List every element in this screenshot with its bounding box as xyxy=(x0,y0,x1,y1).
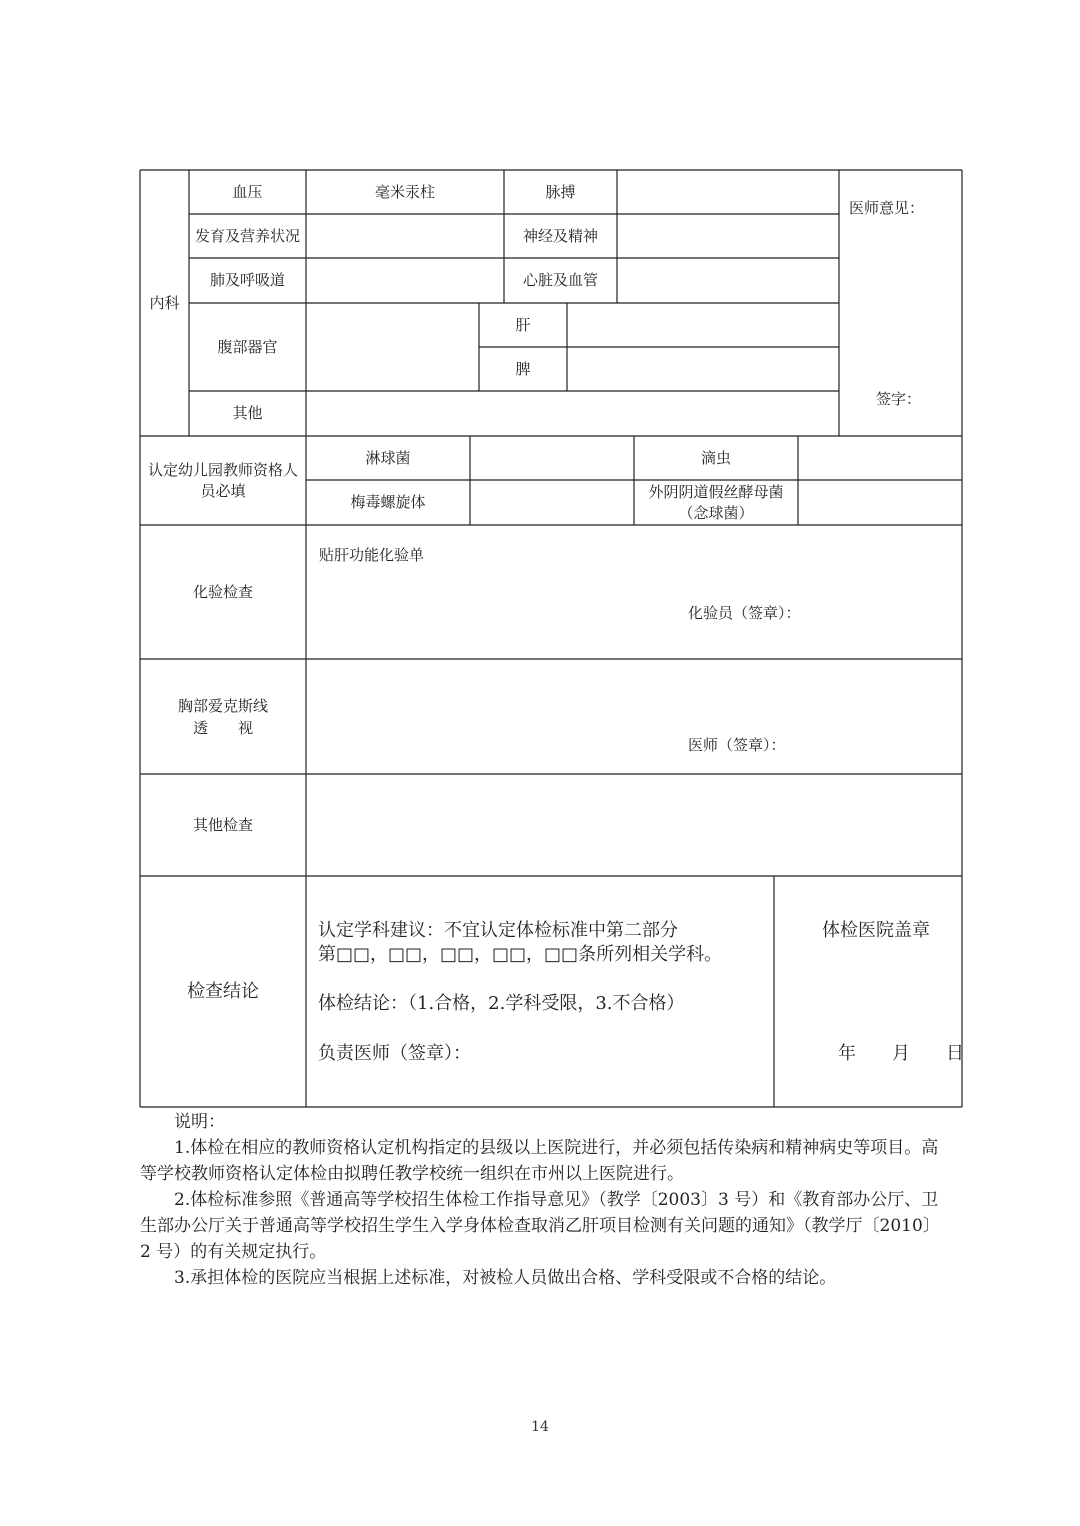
development-value-cell[interactable] xyxy=(306,214,504,258)
blood-pressure-label: 血压 xyxy=(232,182,263,201)
note-item: 2.体检标准参照《普通高等学校招生体检工作指导意见》（教学〔2003〕3 号）和《教育部办公厅、卫生部办公厅关于普通高等学校招生学生入学身体检查取消乙肝项目检测有关问题的通知》（教学厅〔2010〕2 号）的有关规定执行。 xyxy=(140,1190,940,1262)
xray-label-line1: 胸部爱克斯线 xyxy=(177,696,268,715)
liver-label: 肝 xyxy=(515,315,531,334)
conclusion-label: 检查结论 xyxy=(187,980,259,1002)
internal-medicine-label: 内科 xyxy=(149,293,180,312)
xray-signer: 医师（签章）： xyxy=(688,736,786,754)
notes-heading: 说明： xyxy=(174,1112,225,1132)
abdomen-label: 腹部器官 xyxy=(217,337,278,356)
lungs-label: 肺及呼吸道 xyxy=(209,271,285,289)
other-exam-label: 其他检查 xyxy=(192,815,253,834)
lab-label: 化验检查 xyxy=(192,582,253,601)
neuro-label: 神经及精神 xyxy=(522,226,598,245)
date-label: 年 月 日 xyxy=(838,1043,964,1064)
kindergarten-label: 认定幼儿园教师资格人员必填 xyxy=(147,460,298,500)
candida-value-cell[interactable] xyxy=(798,480,962,525)
spleen-value-cell[interactable] xyxy=(567,347,839,391)
pulse-value-cell[interactable] xyxy=(617,170,839,214)
liver-value-cell[interactable] xyxy=(567,303,839,347)
trichomonas-value-cell[interactable] xyxy=(798,436,962,480)
bp-unit: 毫米汞柱 xyxy=(374,182,435,201)
syphilis-label: 梅毒螺旋体 xyxy=(350,493,426,511)
abdomen-value-cell[interactable] xyxy=(306,303,479,391)
subject-suggestion-line1: 认定学科建议：不宜认定体检标准中第二部分 xyxy=(318,920,678,941)
lab-note: 贴肝功能化验单 xyxy=(319,546,425,564)
xray-label-line2: 透 视 xyxy=(192,718,253,737)
lungs-value-cell[interactable] xyxy=(306,258,504,303)
signature-label: 签字： xyxy=(876,390,922,408)
exam-result: 体检结论：（1.合格，2.学科受限，3.不合格） xyxy=(318,993,685,1014)
neuro-value-cell[interactable] xyxy=(617,214,839,258)
notes-section xyxy=(140,1109,950,1291)
other-exam-value-cell[interactable] xyxy=(306,774,962,876)
heart-label: 心脏及血管 xyxy=(522,271,598,289)
gonococcus-label: 淋球菌 xyxy=(365,448,411,467)
other-value-cell[interactable] xyxy=(306,391,839,436)
heart-value-cell[interactable] xyxy=(617,258,839,303)
lab-signer: 化验员（签章）： xyxy=(688,604,801,622)
note-item: 3.承担体检的医院应当根据上述标准，对被检人员做出合格、学科受限或不合格的结论。 xyxy=(174,1268,837,1288)
pulse-label: 脉搏 xyxy=(545,182,576,201)
trichomonas-label: 滴虫 xyxy=(700,448,731,467)
hospital-seal-label: 体检医院盖章 xyxy=(822,920,930,941)
note-item: 1.体检在相应的教师资格认定机构指定的县级以上医院进行，并必须包括传染病和精神病史等项目。高等学校教师资格认定体检由拟聘任教学校统一组织在市州以上医院进行。 xyxy=(140,1138,939,1184)
spleen-label: 脾 xyxy=(515,359,531,378)
subject-suggestion-line2: 第□□，□□，□□，□□，□□条所列相关学科。 xyxy=(318,944,723,965)
syphilis-value-cell[interactable] xyxy=(470,480,634,525)
responsible-doctor: 负责医师（签章）： xyxy=(318,1043,471,1064)
other-label: 其他 xyxy=(232,404,263,422)
page-number: 14 xyxy=(531,1419,549,1435)
development-label: 发育及营养状况 xyxy=(195,226,301,245)
candida-label: 外阴阴道假丝酵母菌（念球菌） xyxy=(648,482,784,522)
gonococcus-value-cell[interactable] xyxy=(470,436,634,480)
doctor-opinion-label: 医师意见： xyxy=(849,199,925,217)
